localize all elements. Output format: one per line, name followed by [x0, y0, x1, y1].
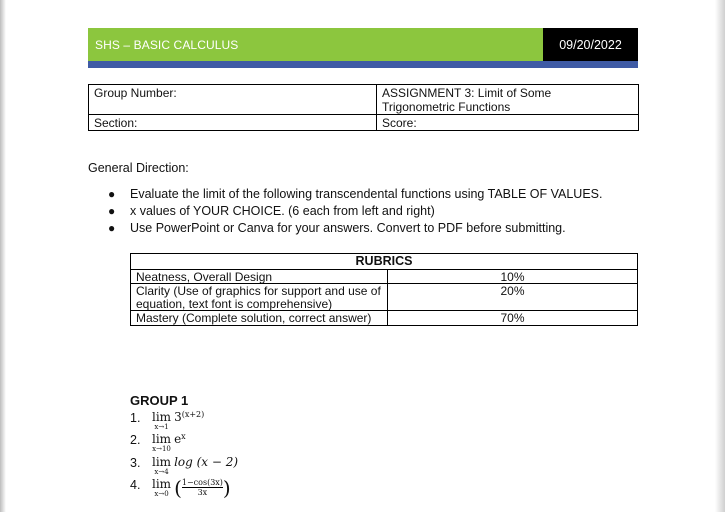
rubric-criterion: Neatness, Overall Design: [131, 269, 388, 284]
assignment-title-line2: Trigonometric Functions: [382, 100, 511, 114]
rubrics-header-row: [131, 254, 638, 270]
lim-word: lim: [152, 477, 172, 491]
limit-fraction: [182, 478, 223, 497]
rubric-row: [131, 269, 638, 284]
rubric-criterion: Clarity (Use of graphics for support and use of equation, text font is comprehensive): [131, 284, 388, 311]
direction-text: x values of YOUR CHOICE. (6 each from left and right): [130, 204, 435, 218]
problem-2: [130, 433, 186, 453]
expr-base: e: [174, 432, 182, 446]
rubric-weight: 10%: [388, 269, 638, 284]
left-paren: (: [174, 476, 182, 500]
direction-item: [108, 186, 602, 203]
document-date: 09/20/2022: [559, 37, 622, 52]
general-direction-heading: General Direction:: [88, 161, 189, 175]
limit-operator: [152, 478, 171, 498]
rubric-criterion: Mastery (Complete solution, correct answer): [131, 311, 388, 326]
rubric-weight: 20%: [388, 284, 638, 311]
rubrics-title: RUBRICS: [131, 254, 638, 270]
direction-text: Use PowerPoint or Canva for your answers. Convert to PDF before submitting.: [130, 221, 566, 235]
course-title: SHS – BASIC CALCULUS: [95, 37, 239, 52]
problem-number: 2.: [130, 433, 141, 447]
problem-number: 1.: [130, 411, 141, 425]
rubric-weight: 70%: [388, 311, 638, 326]
bullet-icon: ●: [108, 221, 116, 235]
assignment-title-line1: ASSIGNMENT 3: Limit of Some: [382, 86, 552, 100]
right-paren: ): [222, 476, 231, 500]
section-cell: [89, 115, 377, 131]
info-table: [88, 84, 639, 131]
limit-expression: log (x − 2): [174, 455, 239, 469]
limit-expression: [174, 433, 186, 446]
group-number-label: Group Number:: [94, 86, 177, 100]
limit-operator: [152, 456, 171, 476]
lim-word: lim: [152, 455, 172, 469]
header-course-band: [88, 28, 543, 61]
section-label: Section:: [94, 116, 138, 130]
expr-exponent: x: [181, 432, 186, 441]
fraction-denominator: 3x: [197, 488, 208, 497]
expr-exponent: (x+2): [181, 410, 205, 419]
limit-approach: x→10: [152, 445, 171, 453]
info-row-1: [89, 85, 639, 115]
problem-number: 4.: [130, 478, 141, 492]
header-blue-rule: [88, 61, 638, 68]
lim-word: lim: [152, 432, 172, 446]
limit-approach: x→0: [154, 490, 169, 498]
problem-3: [130, 456, 238, 476]
problem-1: [130, 411, 204, 431]
rubric-row: [131, 311, 638, 326]
score-label: Score:: [382, 116, 417, 130]
limit-approach: x→1: [154, 423, 169, 431]
problem-number: 3.: [130, 456, 141, 470]
rubrics-table: [130, 253, 638, 326]
group-title: GROUP 1: [130, 393, 189, 408]
rubric-row: [131, 284, 638, 311]
expr-base: 3: [174, 410, 182, 424]
direction-item: [108, 203, 602, 220]
limit-operator: [152, 433, 171, 453]
info-row-2: [89, 115, 639, 131]
problem-4: [130, 478, 231, 498]
bullet-icon: ●: [108, 204, 116, 218]
score-cell: [377, 115, 639, 131]
limit-approach: x→4: [154, 468, 169, 476]
bullet-icon: ●: [108, 187, 116, 201]
direction-text: Evaluate the limit of the following transcendental functions using TABLE OF VALUES.: [130, 187, 603, 201]
directions-list: [108, 186, 602, 237]
page-edge-shadow-right: [715, 0, 725, 512]
lim-word: lim: [152, 410, 172, 424]
document-header: [88, 28, 638, 61]
limit-operator: [152, 411, 171, 431]
header-date-band: [543, 28, 638, 61]
limit-expression: [174, 411, 204, 424]
group-number-cell: [89, 85, 377, 115]
page-edge-shadow-left: [0, 0, 6, 512]
fraction-numerator: 1−cos(3x): [181, 478, 223, 487]
assignment-title-cell: [377, 85, 639, 115]
direction-item: [108, 220, 602, 237]
